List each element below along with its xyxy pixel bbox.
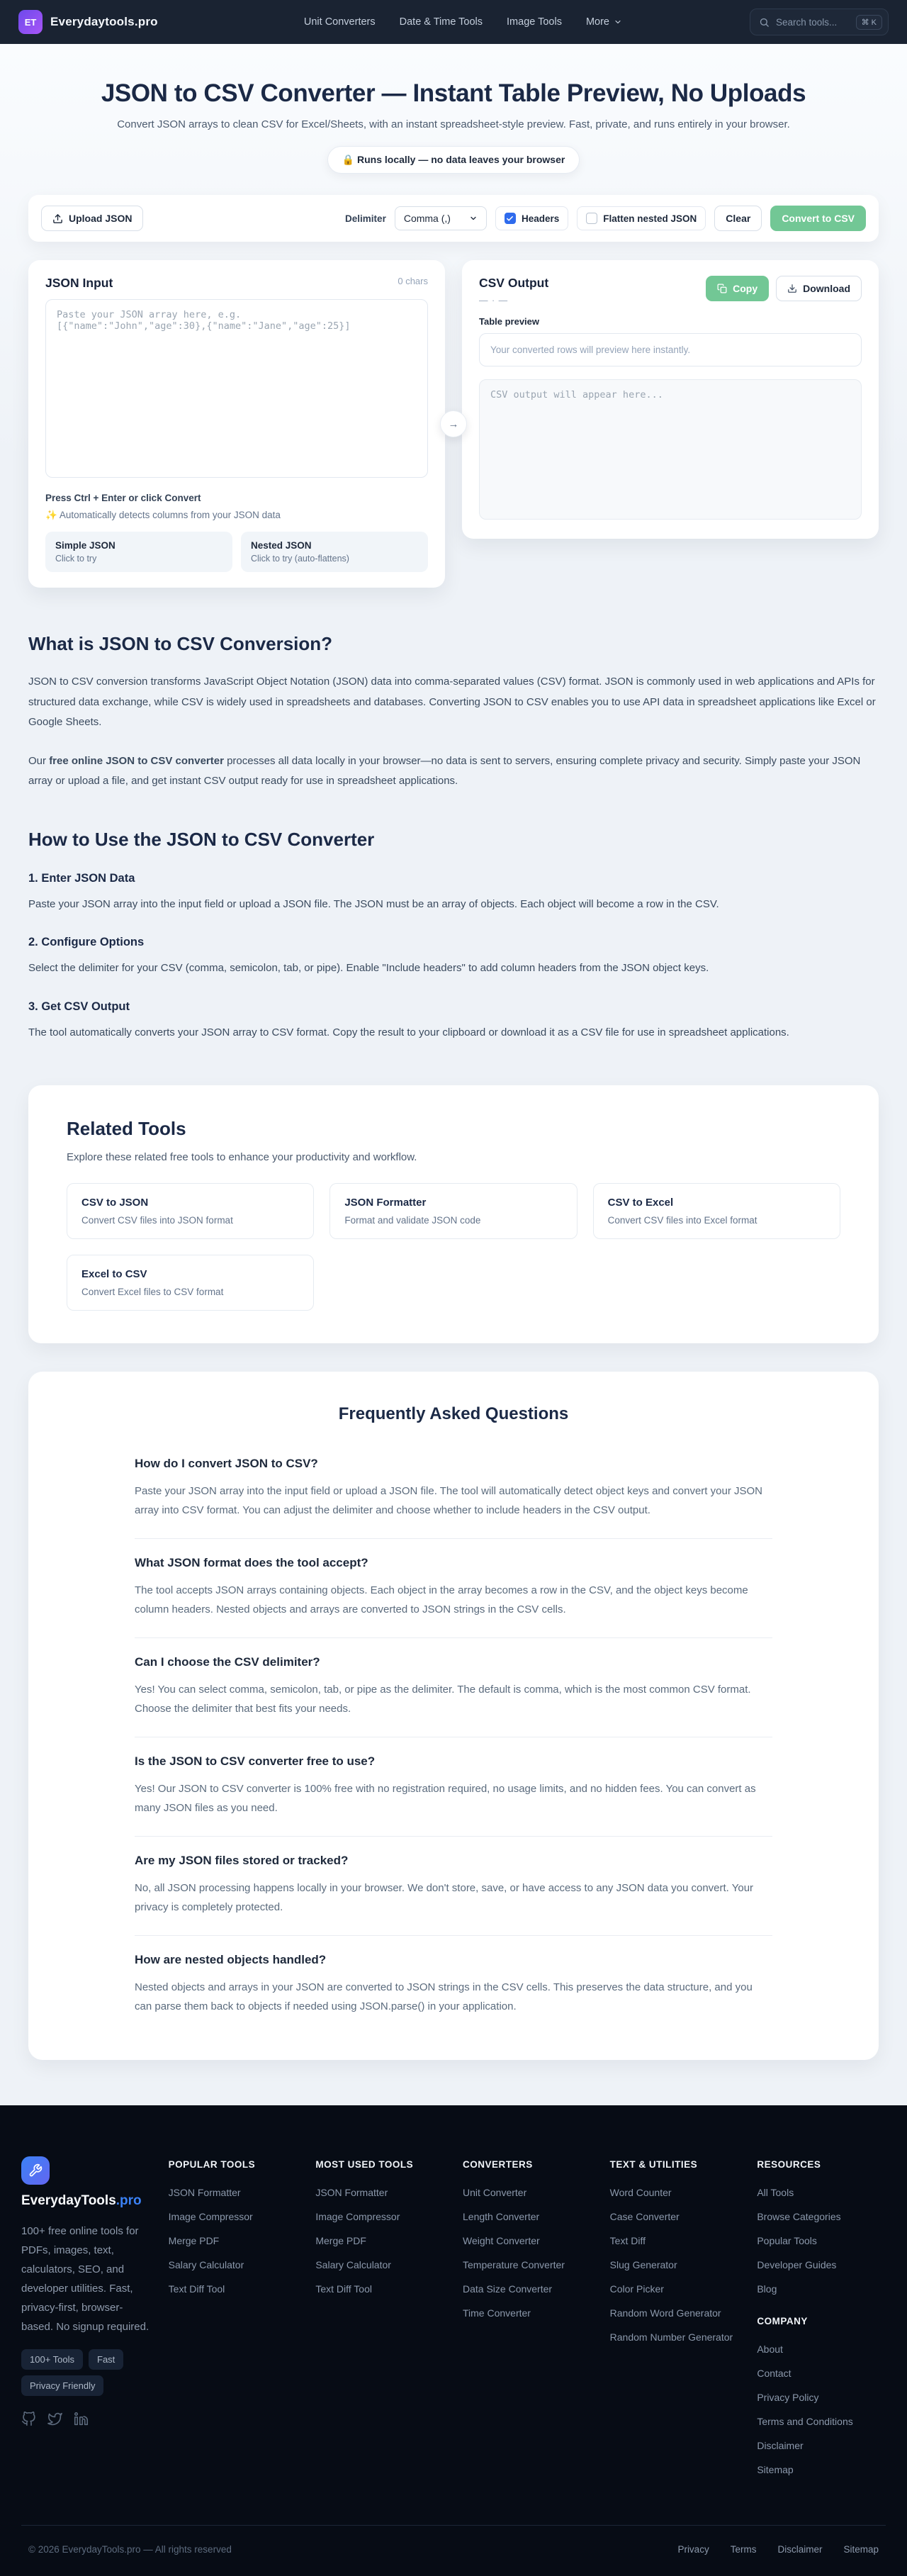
headers-checkbox[interactable]: Headers — [495, 206, 568, 230]
faq-answer: Paste your JSON array into the input field or upload a JSON file. The tool will automatically detect object keys and convert your JSON array into CSV format. You can adjust the delimiter and choose whether to include headers in the CSV output. — [135, 1485, 762, 1516]
footer-privacy-link[interactable]: Privacy — [677, 2544, 709, 2555]
footer-link[interactable]: All Tools — [757, 2187, 794, 2198]
nav-image-tools[interactable]: Image Tools — [507, 16, 562, 28]
footer-badge: 100+ Tools — [21, 2349, 83, 2370]
footer-badge: Fast — [89, 2349, 123, 2370]
faq-question: Is the JSON to CSV converter free to use? — [135, 1754, 376, 1768]
char-count: 0 chars — [398, 276, 428, 286]
nav-date-time-tools[interactable]: Date & Time Tools — [399, 16, 483, 28]
related-tools-subtitle: Explore these related free tools to enhance your productivity and workflow. — [67, 1151, 417, 1163]
faq-answer: Nested objects and arrays in your JSON are converted to JSON strings in the CSV cells. This preserves the data structure, and you can parse them back to objects if needed using JSON.parse() in your application. — [135, 1981, 753, 2012]
nav-unit-converters[interactable]: Unit Converters — [303, 16, 376, 28]
faq-item — [135, 1440, 772, 1539]
footer-link[interactable]: Merge PDF — [315, 2235, 366, 2246]
faq-section — [28, 1372, 879, 2060]
download-icon — [787, 284, 797, 293]
sample-simple-json[interactable]: Simple JSON Click to try — [45, 532, 232, 572]
footer-link[interactable]: Slug Generator — [609, 2259, 677, 2270]
csv-output-panel — [462, 260, 879, 539]
faq-item — [135, 1837, 772, 1936]
footer-disclaimer-link[interactable]: Disclaimer — [777, 2544, 823, 2555]
footer-link[interactable]: Privacy Policy — [757, 2392, 819, 2403]
brand-logo-initials: ET — [24, 16, 37, 28]
footer-social-icons — [21, 2412, 150, 2426]
footer-column-converters: CONVERTERS Unit Converter Length Converter Weight Converter Temperature Converter Data Size Converter Time Converter — [463, 2156, 592, 2488]
copy-icon — [717, 284, 727, 293]
faq-answer: Yes! Our JSON to CSV converter is 100% free with no registration required, no usage limits, and no hidden fees. You can convert as many JSON files as you need. — [135, 1783, 756, 1814]
copy-button[interactable]: Copy — [706, 276, 769, 301]
delimiter-select[interactable]: Comma (,) — [395, 206, 487, 230]
what-is-section — [28, 633, 879, 1043]
related-tools-grid — [67, 1183, 840, 1311]
footer-link[interactable]: Developer Guides — [757, 2259, 837, 2270]
footer-link[interactable]: Popular Tools — [757, 2235, 817, 2246]
footer-badges — [21, 2349, 150, 2396]
main-nav — [304, 16, 622, 28]
step-3-heading: 3. Get CSV Output — [28, 999, 130, 1013]
chevron-down-icon — [469, 214, 478, 223]
footer-link[interactable]: Random Word Generator — [609, 2307, 721, 2319]
footer-link[interactable]: Case Converter — [609, 2211, 680, 2222]
footer-logo — [21, 2156, 50, 2185]
convert-hint: Press Ctrl + Enter or click Convert — [45, 493, 201, 503]
footer-bottom-links — [677, 2544, 879, 2555]
footer-link[interactable]: Contact — [757, 2368, 791, 2379]
what-is-paragraph-2: Our free online JSON to CSV converter processes all data locally in your browser—no data is sent to servers, ensuring complete privacy and security. Simply paste your JSON array or upload a file, and get instant CSV output ready for use in spreadsheet applications. — [28, 754, 861, 787]
footer-link[interactable]: Image Compressor — [315, 2211, 400, 2222]
converter-toolbar — [28, 195, 879, 242]
csv-output-textarea[interactable] — [479, 379, 862, 520]
footer-link[interactable]: Weight Converter — [463, 2235, 540, 2246]
flatten-nested-checkbox[interactable]: Flatten nested JSON — [577, 206, 706, 230]
footer-sitemap-link[interactable]: Sitemap — [843, 2544, 879, 2555]
footer-column-most-used-tools: MOST USED TOOLS JSON Formatter Image Compressor Merge PDF Salary Calculator Text Diff Tool — [315, 2156, 444, 2488]
json-input-panel — [28, 260, 445, 588]
upload-icon — [52, 213, 63, 224]
what-is-heading: What is JSON to CSV Conversion? — [28, 633, 333, 654]
download-button[interactable]: Download — [776, 276, 862, 301]
footer-badge: Privacy Friendly — [21, 2375, 103, 2396]
footer-link[interactable]: Merge PDF — [168, 2235, 220, 2246]
step-3-text: The tool automatically converts your JSON array to CSV format. Copy the result to your clipboard or download it as a CSV file for use in spreadsheet applications. — [28, 1026, 789, 1038]
search-input[interactable] — [750, 9, 889, 35]
step-2-heading: 2. Configure Options — [28, 936, 145, 948]
footer-bottom-bar — [21, 2525, 886, 2576]
output-stats: — · — — [479, 296, 509, 306]
footer-link[interactable]: Unit Converter — [463, 2187, 527, 2198]
brand-logo — [18, 10, 43, 34]
csv-output-title: CSV Output — [479, 276, 549, 290]
faq-answer: The tool accepts JSON arrays containing objects. Each object in the array becomes a row in the CSV, and the object keys become column headers. Nested objects and arrays are converted to JSON strings in the CSV cells. — [135, 1584, 748, 1615]
table-preview-box: Your converted rows will preview here instantly. — [479, 333, 862, 366]
footer-brand-column — [21, 2156, 150, 2488]
clear-button[interactable]: Clear — [714, 206, 762, 231]
convert-to-csv-button[interactable]: Convert to CSV — [770, 206, 866, 231]
footer-link[interactable]: Image Compressor — [168, 2211, 253, 2222]
tool-card-json-formatter[interactable]: JSON Formatter Format and validate JSON code — [329, 1183, 577, 1239]
converter-panels — [28, 260, 879, 588]
privacy-badge: 🔒 Runs locally — no data leaves your browser — [327, 146, 580, 174]
footer-link[interactable]: Browse Categories — [757, 2211, 841, 2222]
twitter-icon[interactable] — [47, 2412, 62, 2426]
brand-name: Everydaytools.pro — [50, 15, 158, 28]
search-shortcut-badge: ⌘ K — [856, 15, 882, 30]
footer-link[interactable]: Length Converter — [463, 2211, 540, 2222]
how-to-heading: How to Use the JSON to CSV Converter — [28, 828, 375, 850]
footer-description: 100+ free online tools for PDFs, images, text, calculators, SEO, and developer utilities. Fast, privacy-first, browser-based. No signup required. — [21, 2225, 150, 2333]
faq-question: How do I convert JSON to CSV? — [135, 1457, 318, 1470]
related-tools-section — [28, 1085, 879, 1343]
footer-terms-link[interactable]: Terms — [730, 2544, 757, 2555]
footer-column-resources-company: RESOURCES All Tools Browse Categories Popular Tools Developer Guides Blog COMPANY About Contact Privacy Policy Terms and Conditions Disclaimer Sitemap — [757, 2156, 886, 2488]
arrow-right-button[interactable] — [440, 410, 467, 437]
footer-link[interactable]: Salary Calculator — [168, 2259, 244, 2270]
footer-link[interactable]: Color Picker — [609, 2283, 664, 2295]
page-title: JSON to CSV Converter — Instant Table Preview, No Uploads — [101, 79, 806, 107]
checkbox-checked-icon — [505, 213, 516, 224]
footer-link[interactable]: Text Diff Tool — [315, 2283, 372, 2295]
footer-link[interactable]: Salary Calculator — [315, 2259, 391, 2270]
footer-link[interactable]: About — [757, 2343, 783, 2355]
footer-column-text-utilities: TEXT & UTILITIES Word Counter Case Converter Text Diff Slug Generator Color Picker Random Word Generator Random Number Generator — [610, 2156, 739, 2488]
footer-link[interactable]: JSON Formatter — [315, 2187, 388, 2198]
footer-link[interactable]: JSON Formatter — [168, 2187, 241, 2198]
top-navbar — [0, 0, 907, 44]
copyright-text: © 2026 EverydayTools.pro — All rights reserved — [28, 2544, 232, 2555]
checkbox-unchecked-icon — [586, 213, 597, 224]
faq-question: How are nested objects handled? — [135, 1953, 327, 1966]
footer-link[interactable]: Data Size Converter — [463, 2283, 553, 2295]
chevron-down-icon — [614, 18, 622, 26]
sample-cards — [45, 532, 428, 572]
tool-card-excel-to-csv[interactable]: Excel to CSV Convert Excel files to CSV format — [67, 1255, 314, 1311]
footer-link[interactable]: Time Converter — [463, 2307, 531, 2319]
site-footer — [0, 2105, 907, 2576]
search-placeholder: Search tools... — [776, 16, 838, 28]
related-tools-heading: Related Tools — [67, 1118, 186, 1139]
step-2-text: Select the delimiter for your CSV (comma, semicolon, tab, or pipe). Enable "Include headers" to add column headers from the JSON object keys. — [28, 962, 709, 974]
step-1-heading: 1. Enter JSON Data — [28, 871, 135, 885]
faq-question: What JSON format does the tool accept? — [135, 1556, 368, 1569]
footer-link[interactable]: Disclaimer — [757, 2440, 804, 2451]
upload-json-button[interactable]: Upload JSON — [41, 206, 143, 231]
sample-nested-json[interactable]: Nested JSON Click to try (auto-flattens) — [241, 532, 428, 572]
faq-answer: No, all JSON processing happens locally in your browser. We don't store, save, or have access to any JSON data you convert. Your privacy is completely protected. — [135, 1882, 754, 1913]
faq-item — [135, 1936, 772, 2034]
search-icon — [759, 17, 770, 28]
faq-item — [135, 1638, 772, 1737]
table-preview-label: Table preview — [479, 316, 540, 327]
footer-link[interactable]: Random Number Generator — [609, 2331, 733, 2343]
github-icon[interactable] — [21, 2412, 36, 2426]
what-is-paragraph-1: JSON to CSV conversion transforms JavaScript Object Notation (JSON) data into comma-separated values (CSV) format. JSON is commonly used in web applications and APIs for structured data exchange, while CSV is widely used in spreadsheets and databases. Converting JSON to CSV enables you to use API data in spreadsheet applications like Excel or Google Sheets. — [28, 676, 876, 728]
page-subtitle: Convert JSON arrays to clean CSV for Excel/Sheets, with an instant spreadsheet-style preview. Fast, private, and runs entirely in your browser. — [117, 118, 790, 130]
autodetect-hint: ✨ Automatically detects columns from your JSON data — [45, 510, 281, 520]
faq-item — [135, 1737, 772, 1837]
nav-more[interactable]: More — [586, 16, 622, 28]
arrow-right-icon: → — [448, 418, 459, 430]
tool-card-csv-to-json[interactable]: CSV to JSON Convert CSV files into JSON format — [67, 1183, 314, 1239]
footer-brand-name: EverydayTools.pro — [21, 2193, 142, 2208]
json-input-title: JSON Input — [45, 276, 113, 290]
footer-column-popular-tools: POPULAR TOOLS JSON Formatter Image Compressor Merge PDF Salary Calculator Text Diff Tool — [169, 2156, 298, 2488]
faq-question: Are my JSON files stored or tracked? — [135, 1854, 349, 1867]
footer-link[interactable]: Sitemap — [757, 2464, 794, 2475]
faq-heading: Frequently Asked Questions — [338, 1404, 569, 1423]
output-actions — [706, 276, 862, 301]
footer-link[interactable]: Text Diff Tool — [168, 2283, 225, 2295]
toolbar-options — [345, 206, 866, 231]
linkedin-icon[interactable] — [74, 2412, 89, 2426]
bold-tool-name: free online JSON to CSV converter — [49, 754, 224, 767]
faq-question: Can I choose the CSV delimiter? — [135, 1655, 320, 1669]
footer-link[interactable]: Terms and Conditions — [757, 2416, 853, 2427]
wrench-icon — [28, 2163, 43, 2178]
hero-section — [28, 44, 879, 174]
brand-home-link[interactable] — [18, 10, 158, 34]
faq-answer: Yes! You can select comma, semicolon, tab, or pipe as the delimiter. The default is comma, which is the most common CSV format. Choose the delimiter that best fits your needs. — [135, 1684, 751, 1715]
footer-link[interactable]: Word Counter — [609, 2187, 672, 2198]
delimiter-label: Delimiter — [345, 213, 386, 224]
footer-link[interactable]: Blog — [757, 2283, 777, 2295]
json-input-textarea[interactable] — [45, 299, 428, 478]
tool-card-csv-to-excel[interactable]: CSV to Excel Convert CSV files into Excel format — [593, 1183, 840, 1239]
footer-link[interactable]: Text Diff — [609, 2235, 646, 2246]
step-1-text: Paste your JSON array into the input field or upload a JSON file. The JSON must be an array of objects. Each object will become a row in the CSV. — [28, 897, 719, 910]
footer-link[interactable]: Temperature Converter — [463, 2259, 565, 2270]
faq-item — [135, 1539, 772, 1638]
